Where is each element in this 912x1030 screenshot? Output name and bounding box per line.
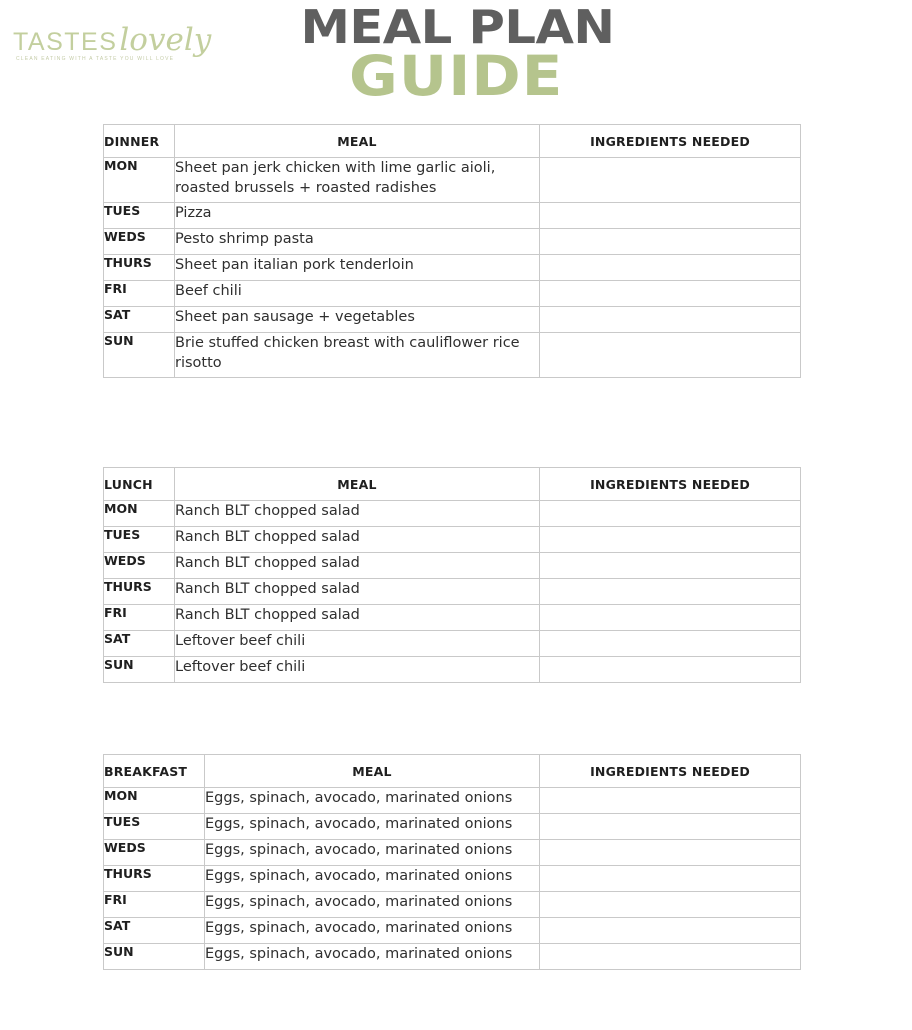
- meal-cell[interactable]: Ranch BLT chopped salad: [175, 579, 540, 605]
- day-cell: SAT: [104, 307, 175, 333]
- page-subtitle: [0, 44, 912, 108]
- meal-cell[interactable]: Eggs, spinach, avocado, marinated onions: [205, 892, 540, 918]
- ingredients-cell[interactable]: [540, 203, 801, 229]
- day-cell: SAT: [104, 631, 175, 657]
- ingredients-cell[interactable]: [540, 944, 801, 970]
- ingredients-cell[interactable]: [540, 255, 801, 281]
- table-row: [104, 501, 801, 527]
- table-header-row: [104, 125, 801, 158]
- ingredients-cell[interactable]: [540, 281, 801, 307]
- table-row: [104, 307, 801, 333]
- table-row: [104, 158, 801, 203]
- ingredients-cell[interactable]: [540, 918, 801, 944]
- day-cell: SUN: [104, 944, 205, 970]
- meal-cell[interactable]: Ranch BLT chopped salad: [175, 605, 540, 631]
- ingredients-cell[interactable]: [540, 579, 801, 605]
- meal-cell[interactable]: Eggs, spinach, avocado, marinated onions: [205, 788, 540, 814]
- meal-cell[interactable]: Leftover beef chili: [175, 631, 540, 657]
- day-cell: FRI: [104, 605, 175, 631]
- meal-header: MEAL: [205, 755, 540, 788]
- day-cell: TUES: [104, 527, 175, 553]
- table-row: [104, 255, 801, 281]
- table-row: [104, 333, 801, 378]
- ingredients-cell[interactable]: [540, 840, 801, 866]
- breakfast-label: BREAKFAST: [104, 755, 205, 788]
- meal-cell[interactable]: Sheet pan italian pork tenderloin: [175, 255, 540, 281]
- ingredients-cell[interactable]: [540, 605, 801, 631]
- day-cell: THURS: [104, 579, 175, 605]
- ingredients-cell[interactable]: [540, 631, 801, 657]
- table-row: [104, 918, 801, 944]
- day-cell: SAT: [104, 918, 205, 944]
- meal-cell[interactable]: Eggs, spinach, avocado, marinated onions: [205, 840, 540, 866]
- table-header-row: [104, 755, 801, 788]
- brand-name-script: lovely: [119, 22, 212, 58]
- table-row: [104, 944, 801, 970]
- table-row: [104, 631, 801, 657]
- ingredients-header: INGREDIENTS NEEDED: [540, 125, 801, 158]
- day-cell: TUES: [104, 814, 205, 840]
- table-row: [104, 203, 801, 229]
- table-header-row: [104, 468, 801, 501]
- ingredients-cell[interactable]: [540, 553, 801, 579]
- meal-cell[interactable]: Ranch BLT chopped salad: [175, 527, 540, 553]
- meal-cell[interactable]: Eggs, spinach, avocado, marinated onions: [205, 866, 540, 892]
- day-cell: WEDS: [104, 553, 175, 579]
- ingredients-cell[interactable]: [540, 527, 801, 553]
- ingredients-cell[interactable]: [540, 657, 801, 683]
- meal-cell[interactable]: Sheet pan jerk chicken with lime garlic aioli, roasted brussels + roasted radishes: [175, 158, 540, 203]
- day-cell: MON: [104, 501, 175, 527]
- table-row: [104, 527, 801, 553]
- table-row: [104, 657, 801, 683]
- page-title-line1: MEAL PLAN: [300, 0, 615, 54]
- meal-cell[interactable]: Brie stuffed chicken breast with cauliflower rice risotto: [175, 333, 540, 378]
- day-cell: THURS: [104, 866, 205, 892]
- day-cell: MON: [104, 158, 175, 203]
- day-cell: FRI: [104, 281, 175, 307]
- ingredients-cell[interactable]: [540, 158, 801, 203]
- ingredients-cell[interactable]: [540, 501, 801, 527]
- meal-header: MEAL: [175, 125, 540, 158]
- day-cell: WEDS: [104, 840, 205, 866]
- table-row: [104, 553, 801, 579]
- ingredients-cell[interactable]: [540, 307, 801, 333]
- day-cell: TUES: [104, 203, 175, 229]
- ingredients-header: INGREDIENTS NEEDED: [540, 468, 801, 501]
- day-cell: WEDS: [104, 229, 175, 255]
- meal-cell[interactable]: Beef chili: [175, 281, 540, 307]
- day-cell: FRI: [104, 892, 205, 918]
- table-row: [104, 281, 801, 307]
- ingredients-cell[interactable]: [540, 229, 801, 255]
- ingredients-cell[interactable]: [540, 814, 801, 840]
- dinner-table: [103, 124, 801, 378]
- day-cell: THURS: [104, 255, 175, 281]
- page-title-line2: GUIDE: [348, 44, 564, 108]
- meal-cell[interactable]: Eggs, spinach, avocado, marinated onions: [205, 814, 540, 840]
- table-row: [104, 605, 801, 631]
- meal-cell[interactable]: Sheet pan sausage + vegetables: [175, 307, 540, 333]
- table-row: [104, 788, 801, 814]
- breakfast-table: [103, 754, 801, 970]
- ingredients-cell[interactable]: [540, 892, 801, 918]
- ingredients-header: INGREDIENTS NEEDED: [540, 755, 801, 788]
- ingredients-cell[interactable]: [540, 866, 801, 892]
- dinner-label: DINNER: [104, 125, 175, 158]
- meal-header: MEAL: [175, 468, 540, 501]
- ingredients-cell[interactable]: [540, 788, 801, 814]
- meal-cell[interactable]: Ranch BLT chopped salad: [175, 501, 540, 527]
- table-row: [104, 579, 801, 605]
- meal-cell[interactable]: Leftover beef chili: [175, 657, 540, 683]
- meal-cell[interactable]: Pizza: [175, 203, 540, 229]
- table-row: [104, 892, 801, 918]
- day-cell: SUN: [104, 657, 175, 683]
- lunch-label: LUNCH: [104, 468, 175, 501]
- table-row: [104, 229, 801, 255]
- meal-cell[interactable]: Ranch BLT chopped salad: [175, 553, 540, 579]
- brand-tagline: CLEAN EATING WITH A TASTE YOU WILL LOVE: [16, 56, 175, 62]
- table-row: [104, 840, 801, 866]
- table-row: [104, 814, 801, 840]
- meal-cell[interactable]: Eggs, spinach, avocado, marinated onions: [205, 944, 540, 970]
- day-cell: MON: [104, 788, 205, 814]
- ingredients-cell[interactable]: [540, 333, 801, 378]
- lunch-table: [103, 467, 801, 683]
- meal-cell[interactable]: Pesto shrimp pasta: [175, 229, 540, 255]
- table-row: [104, 866, 801, 892]
- meal-cell[interactable]: Eggs, spinach, avocado, marinated onions: [205, 918, 540, 944]
- day-cell: SUN: [104, 333, 175, 378]
- brand-name-main: TASTES: [13, 28, 118, 56]
